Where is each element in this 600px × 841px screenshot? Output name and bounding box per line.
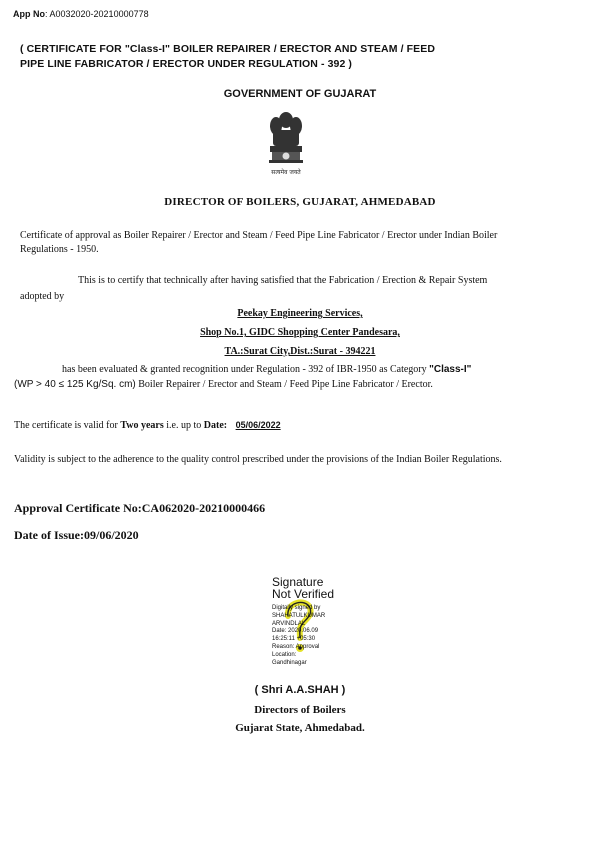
national-emblem-icon: [264, 110, 308, 180]
signatory-designation: Directors of Boilers: [254, 704, 346, 716]
validity-date-label: Date:: [203, 420, 228, 431]
certificate-title: [20, 42, 580, 72]
certify-line1: This is to certify that technically after having satisfied that the Fabrication / Erection & Repair System: [78, 275, 488, 286]
validity-years: Two years: [120, 420, 164, 431]
company-address1: Shop No.1, GIDC Shopping Center Pandesara,: [200, 327, 400, 338]
company-address2: TA.:Surat City,Dist.:Surat - 394221: [224, 346, 376, 357]
category-label: "Class-I": [429, 364, 472, 375]
working-pressure: (WP > 40 ≤ 125 Kg/Sq. cm): [14, 379, 136, 390]
app-number-value: : A0032020-20210000778: [45, 9, 149, 19]
app-number-label: App No: [13, 9, 45, 19]
signature-line2: Not Verified: [272, 587, 335, 601]
emblem-caption: सत्यमेव जयते: [271, 169, 301, 176]
certificate-title-line1: ( CERTIFICATE FOR "Class-I" BOILER REPAIRER / ERECTOR AND STEAM / FEED: [20, 43, 436, 55]
evaluated-line1: has been evaluated & granted recognition under Regulation - 392 of IBR-1950 as Category: [62, 364, 427, 375]
validity-prefix: The certificate is valid for: [14, 420, 118, 431]
certify-paragraph: [20, 273, 560, 305]
signature-line1: Signature: [272, 575, 324, 589]
approval-paragraph: Certificate of approval as Boiler Repairer / Erector and Steam / Feed Pipe Line Fabricator / Erector under Indian Boiler Regulations - 1950.: [20, 230, 498, 255]
app-number: [13, 9, 149, 19]
validity-line: [14, 420, 574, 431]
date-of-issue: Date of Issue:09/06/2020: [14, 528, 139, 542]
validity-middle: i.e. up to: [166, 420, 202, 431]
evaluated-line2: Boiler Repairer / Erector and Steam / Feed Pipe Line Fabricator / Erector.: [138, 379, 433, 390]
certify-line2: adopted by: [20, 291, 65, 302]
director-heading: DIRECTOR OF BOILERS, GUJARAT, AHMEDABAD: [164, 196, 436, 208]
evaluated-paragraph: [14, 362, 589, 392]
company-name: Peekay Engineering Services,: [237, 308, 363, 319]
signatory-block: [0, 701, 600, 737]
government-heading: GOVERNMENT OF GUJARAT: [223, 88, 377, 100]
validity-condition: Validity is subject to the adherence to the quality control prescribed under the provisions of the Indian Boiler Regulations.: [14, 454, 502, 465]
signatory-office: Gujarat State, Ahmedabad.: [235, 722, 365, 734]
certificate-title-line2: PIPE LINE FABRICATOR / ERECTOR UNDER REGULATION - 392 ): [20, 58, 353, 70]
approval-certificate-number: Approval Certificate No:CA062020-20210000466: [14, 501, 266, 515]
validity-date: 05/06/2022: [235, 420, 281, 430]
signatory-name: ( Shri A.A.SHAH ): [254, 684, 346, 696]
signature-details: Digitally signed by SHAHATULKUMAR ARVINDLAL Date: 2020.06.09 16:25:11 +05:30 Reason: Approval Location: Gandhinagar: [272, 605, 326, 666]
